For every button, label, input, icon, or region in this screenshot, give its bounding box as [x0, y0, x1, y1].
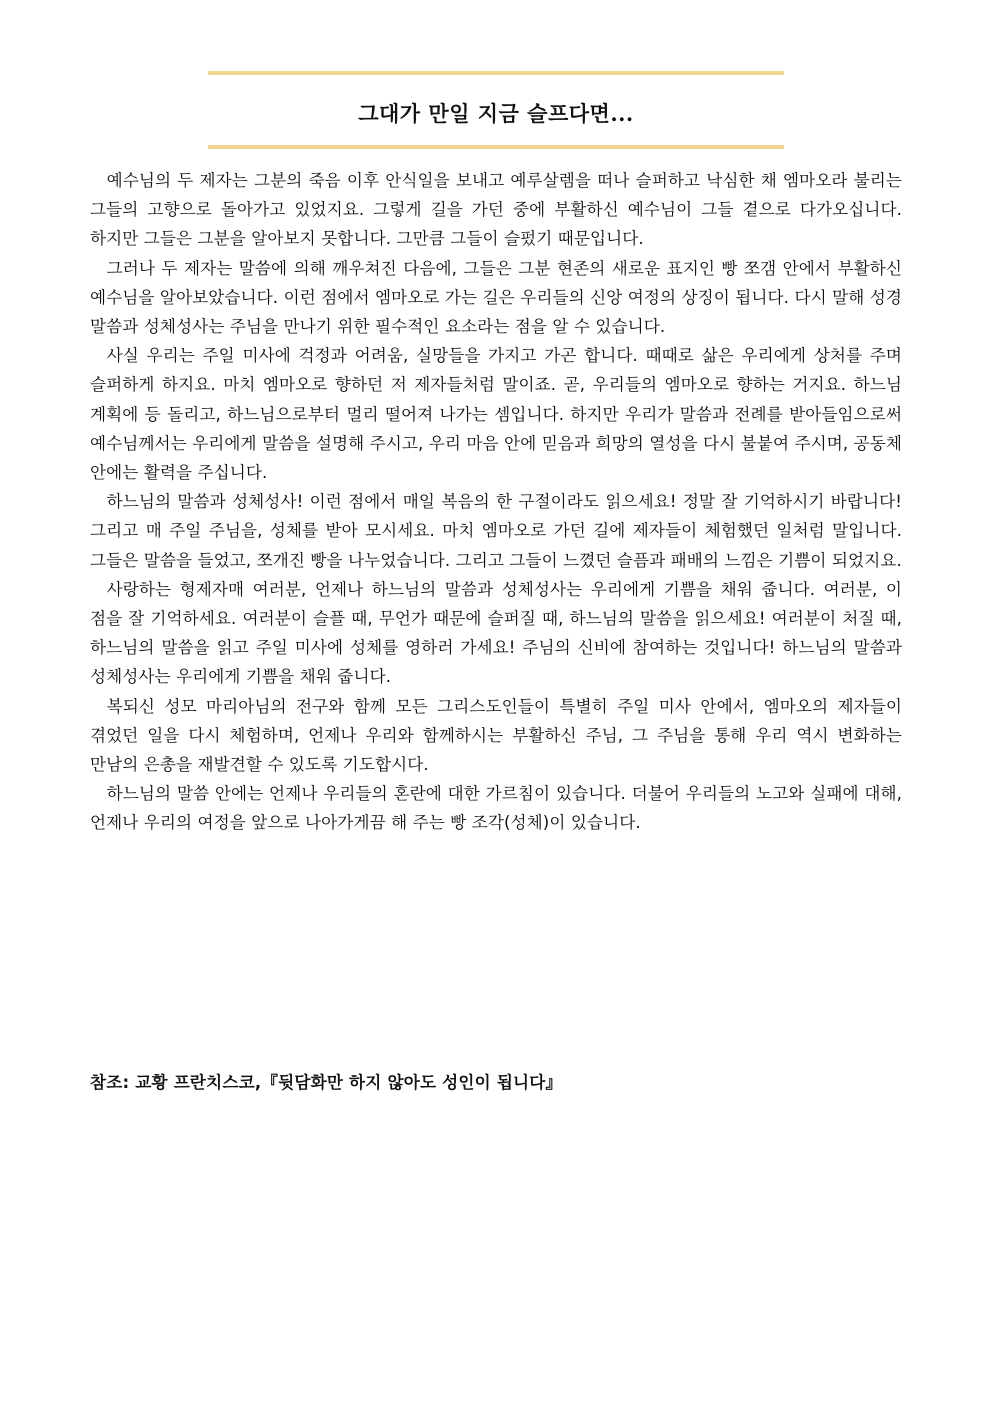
- page-title: 그대가 만일 지금 슬프다면...: [358, 101, 634, 126]
- paragraph: 하느님의 말씀과 성체성사! 이런 점에서 매일 복음의 한 구절이라도 읽으세요! 정말 잘 기억하시기 바랍니다! 그리고 매 주일 주님을, 성체를 받아 모시세요. 마치 엠마오로 가던 길에 제자들이 체험했던 일처럼 말입니다. 그들은 말씀을 들었고, 쪼개진 빵을 나누었습니다. 그리고 그들이 느꼈던 슬픔과 패배의 느낌은 기쁨이 되었지요.: [90, 492, 902, 570]
- reference-note: 참조: 교황 프란치스코,『뒷담화만 하지 않아도 성인이 됩니다』: [90, 1073, 563, 1092]
- paragraph: 하느님의 말씀 안에는 언제나 우리들의 혼란에 대한 가르침이 있습니다. 더불어 우리들의 노고와 실패에 대해, 언제나 우리의 여정을 앞으로 나아가게끔 해 주는 빵 조각(성체)이 있습니다.: [90, 784, 902, 833]
- paragraph: 사랑하는 형제자매 여러분, 언제나 하느님의 말씀과 성체성사는 우리에게 기쁨을 채워 줍니다. 여러분, 이 점을 잘 기억하세요. 여러분이 슬플 때, 무언가 때문에 슬퍼질 때, 하느님의 말씀을 읽으세요! 여러분이 처질 때, 하느님의 말씀을 읽고 주일 미사에 성체를 영하러 가세요! 주님의 신비에 참여하는 것입니다! 하느님의 말씀과 성체성사는 우리에게 기쁨을 채워 줍니다.: [90, 579, 902, 687]
- paragraph: 복되신 성모 마리아님의 전구와 함께 모든 그리스도인들이 특별히 주일 미사 안에서, 엠마오의 제자들이 겪었던 일을 다시 체험하며, 언제나 우리와 함께하시는 부활하신 주님, 그 주님을 통해 우리 역시 변화하는 만남의 은총을 재발견할 수 있도록 기도합시다.: [90, 696, 902, 775]
- title-top-rule: [208, 71, 784, 75]
- title-bottom-rule: [208, 145, 784, 149]
- paragraph: 예수님의 두 제자는 그분의 죽음 이후 안식일을 보내고 예루살렘을 떠나 슬퍼하고 낙심한 채 엠마오라 불리는 그들의 고향으로 돌아가고 있었지요. 그렇게 길을 가던 중에 부활하신 예수님이 그들 곁으로 다가오십니다. 하지만 그들은 그분을 알아보지 못합니다. 그만큼 그들이 슬펐기 때문입니다.: [90, 171, 902, 249]
- paragraph: 그러나 두 제자는 말씀에 의해 깨우쳐진 다음에, 그들은 그분 현존의 새로운 표지인 빵 쪼갬 안에서 부활하신 예수님을 알아보았습니다. 이런 점에서 엠마오로 가는 길은 우리들의 신앙 여정의 상징이 됩니다. 다시 말해 성경 말씀과 성체성사는 주님을 만나기 위한 필수적인 요소라는 점을 알 수 있습니다.: [90, 258, 902, 337]
- paragraph: 사실 우리는 주일 미사에 걱정과 어려움, 실망들을 가지고 가곤 합니다. 때때로 삶은 우리에게 상처를 주며 슬퍼하게 하지요. 마치 엠마오로 향하던 저 제자들처럼 말이죠. 곧, 우리들의 엠마오로 향하는 거지요. 하느님 계획에 등 돌리고, 하느님으로부터 멀리 떨어져 나가는 셈입니다. 하지만 우리가 말씀과 전례를 받아들임으로써 예수님께서는 우리에게 말씀을 설명해 주시고, 우리 마음 안에 믿음과 희망의 열성을 다시 불붙여 주시며, 공동체 안에는 활력을 주십니다.: [90, 346, 902, 483]
- body-text: [90, 166, 902, 838]
